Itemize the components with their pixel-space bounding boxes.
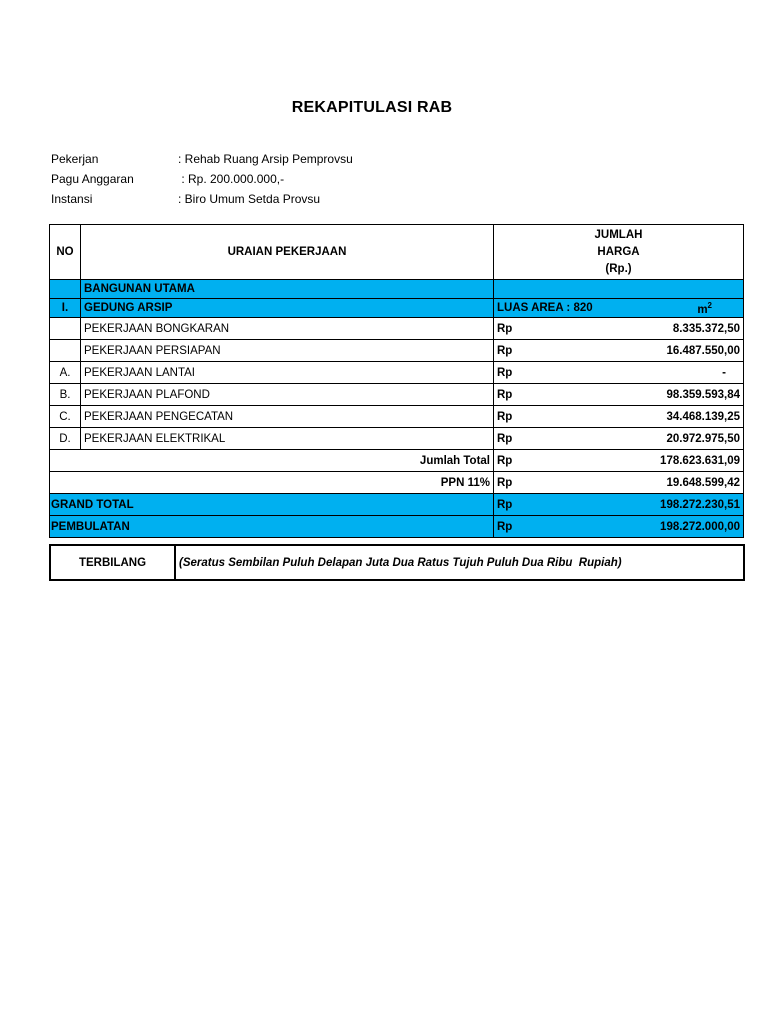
info-value: : Rehab Ruang Arsip Pemprovsu bbox=[178, 152, 353, 166]
pembulatan-amount bbox=[494, 516, 744, 538]
table-row bbox=[50, 428, 744, 450]
terbilang-text: (Seratus Sembilan Puluh Delapan Juta Dua Ratus Tujuh Puluh Dua Ribu Rupiah) bbox=[175, 545, 744, 580]
header-jumlah bbox=[494, 225, 744, 280]
item-no: A. bbox=[50, 362, 81, 384]
item-value: 34.468.139,25 bbox=[666, 410, 740, 423]
table-row bbox=[50, 406, 744, 428]
header-jumlah-line3: (Rp.) bbox=[605, 262, 632, 275]
section-row bbox=[50, 280, 744, 299]
grand-total-currency: Rp bbox=[497, 498, 513, 511]
info-key: Instansi bbox=[51, 192, 93, 206]
info-row-instansi bbox=[51, 189, 353, 209]
group-area bbox=[494, 299, 744, 318]
ppn-amount bbox=[494, 472, 744, 494]
info-key: Pagu Anggaran bbox=[51, 172, 134, 186]
item-amount bbox=[494, 428, 744, 450]
item-value: 16.487.550,00 bbox=[666, 344, 740, 357]
header-jumlah-line2: HARGA bbox=[597, 245, 640, 258]
item-no bbox=[50, 340, 81, 362]
table-row bbox=[50, 318, 744, 340]
item-currency: Rp bbox=[497, 322, 513, 335]
grand-total-row bbox=[50, 494, 744, 516]
table-header bbox=[50, 225, 744, 280]
section-no bbox=[50, 280, 81, 299]
jumlah-total-row bbox=[50, 450, 744, 472]
ppn-label: PPN 11% bbox=[50, 472, 494, 494]
item-name: PEKERJAAN LANTAI bbox=[81, 362, 494, 384]
item-currency: Rp bbox=[497, 410, 513, 423]
pembulatan-row bbox=[50, 516, 744, 538]
group-row bbox=[50, 299, 744, 318]
grand-total-value: 198.272.230,51 bbox=[660, 498, 740, 511]
item-amount bbox=[494, 384, 744, 406]
header-jumlah-line1: JUMLAH bbox=[594, 228, 643, 241]
info-row-pagu bbox=[51, 169, 353, 189]
item-value: 98.359.593,84 bbox=[666, 388, 740, 401]
section-name: BANGUNAN UTAMA bbox=[81, 280, 494, 299]
header-uraian: URAIAN PEKERJAAN bbox=[81, 225, 494, 280]
table-row bbox=[50, 362, 744, 384]
ppn-row bbox=[50, 472, 744, 494]
item-no bbox=[50, 318, 81, 340]
project-info bbox=[51, 149, 353, 209]
area-label: LUAS AREA : 820 bbox=[497, 301, 593, 314]
group-name: GEDUNG ARSIP bbox=[81, 299, 494, 318]
item-no: C. bbox=[50, 406, 81, 428]
item-name: PEKERJAAN BONGKARAN bbox=[81, 318, 494, 340]
jumlah-total-value: 178.623.631,09 bbox=[660, 454, 740, 467]
item-name: PEKERJAAN ELEKTRIKAL bbox=[81, 428, 494, 450]
item-amount bbox=[494, 406, 744, 428]
item-value: 20.972.975,50 bbox=[666, 432, 740, 445]
item-name: PEKERJAAN PLAFOND bbox=[81, 384, 494, 406]
section-amount bbox=[494, 280, 744, 299]
table-row bbox=[50, 384, 744, 406]
item-amount bbox=[494, 318, 744, 340]
pembulatan-currency: Rp bbox=[497, 520, 513, 533]
info-key: Pekerjan bbox=[51, 152, 99, 166]
item-currency: Rp bbox=[497, 432, 513, 445]
jumlah-total-label: Jumlah Total bbox=[50, 450, 494, 472]
table-row bbox=[50, 340, 744, 362]
terbilang-table bbox=[49, 544, 745, 581]
area-unit: $m^2$ bbox=[697, 300, 712, 316]
item-no: B. bbox=[50, 384, 81, 406]
pembulatan-label: PEMBULATAN bbox=[50, 516, 494, 538]
item-amount bbox=[494, 340, 744, 362]
info-value: : Biro Umum Setda Provsu bbox=[178, 192, 321, 206]
ppn-currency: Rp bbox=[497, 476, 513, 489]
info-row-pekerjaan bbox=[51, 149, 353, 169]
item-value: - bbox=[722, 366, 726, 379]
item-currency: Rp bbox=[497, 388, 513, 401]
grand-total-label: GRAND TOTAL bbox=[50, 494, 494, 516]
item-name: PEKERJAAN PENGECATAN bbox=[81, 406, 494, 428]
info-value: : Rp. 200.000.000,- bbox=[178, 172, 285, 186]
item-currency: Rp bbox=[497, 366, 513, 379]
item-currency: Rp bbox=[497, 344, 513, 357]
item-value: 8.335.372,50 bbox=[672, 322, 740, 335]
item-amount bbox=[494, 362, 744, 384]
item-no: D. bbox=[50, 428, 81, 450]
pembulatan-value: 198.272.000,00 bbox=[660, 520, 740, 533]
terbilang-label: TERBILANG bbox=[50, 545, 175, 580]
item-name: PEKERJAAN PERSIAPAN bbox=[81, 340, 494, 362]
terbilang-row bbox=[50, 545, 744, 580]
jumlah-total-amount bbox=[494, 450, 744, 472]
grand-total-amount bbox=[494, 494, 744, 516]
ppn-value: 19.648.599,42 bbox=[666, 476, 740, 489]
group-no: I. bbox=[50, 299, 81, 318]
jumlah-total-currency: Rp bbox=[497, 454, 513, 467]
header-no: NO bbox=[50, 225, 81, 280]
document-title: REKAPITULASI RAB bbox=[291, 99, 453, 116]
rab-table bbox=[49, 224, 744, 538]
